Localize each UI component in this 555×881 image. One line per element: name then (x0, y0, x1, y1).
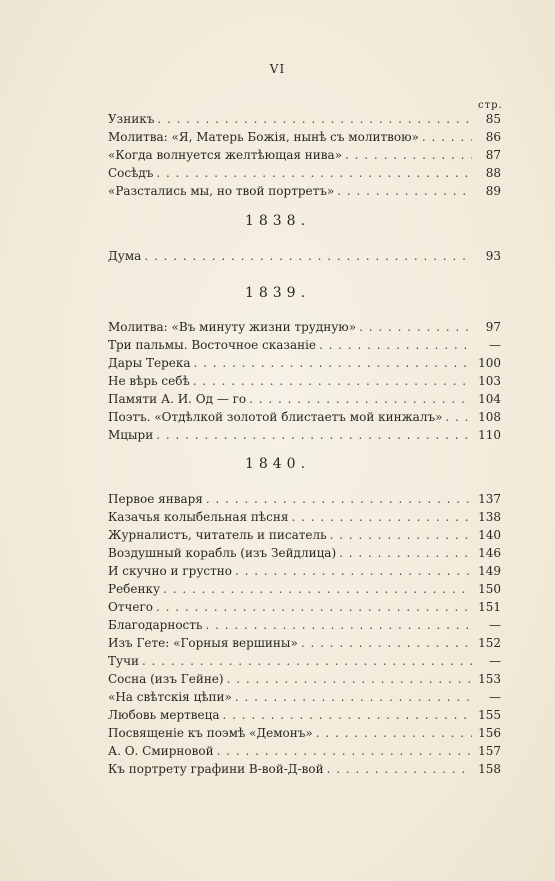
entry-title: Дары Терека (108, 356, 191, 370)
year-heading-1840: 1840. (244, 456, 311, 472)
toc-section-1840 (108, 490, 501, 778)
toc-entry (108, 616, 501, 634)
entry-page: 155 (478, 708, 501, 722)
entry-title: Молитва: «Я, Матерь Божія, нынѣ съ молитвою» (108, 130, 419, 144)
entry-page: 89 (485, 184, 501, 198)
entry-page: 108 (478, 410, 501, 424)
entry-title: А. О. Смирновой (108, 744, 214, 758)
toc-entry (108, 598, 501, 616)
toc-entry (108, 128, 501, 146)
toc-entry (108, 580, 501, 598)
dot-leader (144, 247, 472, 265)
entry-page: 87 (485, 148, 501, 162)
entry-title: Благодарность (108, 618, 203, 632)
entry-title: Воздушный корабль (изъ Зейдлица) (108, 546, 337, 560)
entry-title: Узникъ (108, 112, 155, 126)
dot-leader (249, 390, 472, 408)
entry-page: 157 (478, 744, 501, 758)
toc-section-1839 (108, 318, 501, 444)
entry-page: 97 (485, 320, 501, 334)
dot-leader (217, 742, 472, 760)
entry-page: 93 (485, 249, 501, 263)
entry-title: «Разстались мы, но твой портретъ» (108, 184, 335, 198)
toc-section-1837 (108, 110, 501, 200)
entry-title: Журналистъ, читатель и писатель (108, 528, 327, 542)
dot-leader (157, 110, 472, 128)
entry-title: Къ портрету графини В-вой-Д-вой (108, 762, 324, 776)
entry-title: Дума (108, 249, 142, 263)
toc-entry (108, 164, 501, 182)
dot-leader (339, 544, 472, 562)
toc-entry (108, 688, 501, 706)
entry-title: «Когда волнуется желтѣющая нива» (108, 148, 343, 162)
toc-entry (108, 372, 501, 390)
dot-leader (301, 634, 472, 652)
entry-title: Ребенку (108, 582, 161, 596)
toc-entry (108, 724, 501, 742)
entry-page: 140 (478, 528, 501, 542)
toc-entry (108, 508, 501, 526)
dot-leader (445, 408, 472, 426)
entry-page: 85 (485, 112, 501, 126)
entry-title: Молитва: «Въ минуту жизни трудную» (108, 320, 357, 334)
dot-leader (156, 164, 472, 182)
entry-title: Памяти А. И. Од — го (108, 392, 247, 406)
entry-title: Сосна (изъ Гейне) (108, 672, 224, 686)
toc-entry (108, 426, 501, 444)
entry-title: Три пальмы. Восточное сказаніе (108, 338, 317, 352)
entry-page: 138 (478, 510, 501, 524)
toc-entry (108, 408, 501, 426)
page-number: VI (269, 62, 286, 76)
dot-leader (206, 490, 472, 508)
entry-page: 153 (478, 672, 501, 686)
entry-page: 110 (478, 428, 501, 442)
entry-title: Сосѣдъ (108, 166, 154, 180)
entry-page: 104 (478, 392, 501, 406)
dot-leader (337, 182, 472, 200)
dot-leader (142, 652, 472, 670)
dot-leader (227, 670, 472, 688)
dot-leader (194, 354, 473, 372)
dot-leader (327, 760, 472, 778)
toc-entry (108, 706, 501, 724)
dot-leader (235, 688, 472, 706)
toc-entry (108, 526, 501, 544)
entry-page: 103 (478, 374, 501, 388)
year-heading-1839: 1839. (244, 285, 311, 301)
dot-leader (193, 372, 472, 390)
dot-leader (422, 128, 472, 146)
toc-entry (108, 544, 501, 562)
toc-section-1838 (108, 247, 501, 265)
entry-page: 146 (478, 546, 501, 560)
dot-leader (316, 724, 472, 742)
toc-entry (108, 110, 501, 128)
entry-page: — (489, 654, 501, 668)
dot-leader (163, 580, 472, 598)
toc-entry (108, 336, 501, 354)
entry-title: И скучно и грустно (108, 564, 232, 578)
dot-leader (345, 146, 472, 164)
entry-title: Не вѣрь себѣ (108, 374, 190, 388)
dot-leader (330, 526, 472, 544)
entry-page: 100 (478, 356, 501, 370)
entry-page: — (489, 690, 501, 704)
dot-leader (359, 318, 472, 336)
dot-leader (205, 616, 472, 634)
toc-entry (108, 760, 501, 778)
entry-page: — (489, 618, 501, 632)
toc-entry (108, 182, 501, 200)
year-heading-1838: 1838. (244, 213, 311, 229)
entry-page: 156 (478, 726, 501, 740)
toc-entry (108, 634, 501, 652)
toc-entry (108, 318, 501, 336)
dot-leader (156, 426, 472, 444)
entry-page: 149 (478, 564, 501, 578)
toc-entry (108, 562, 501, 580)
toc-entry (108, 652, 501, 670)
entry-page: 137 (478, 492, 501, 506)
toc-entry (108, 146, 501, 164)
dot-leader (156, 598, 472, 616)
entry-page: 88 (485, 166, 501, 180)
dot-leader (223, 706, 473, 724)
entry-title: Мцыри (108, 428, 154, 442)
toc-entry (108, 390, 501, 408)
entry-title: Поэтъ. «Отдѣлкой золотой блистаетъ мой кинжалъ» (108, 410, 443, 424)
entry-title: Любовь мертвеца (108, 708, 220, 722)
entry-page: — (489, 338, 501, 352)
dot-leader (291, 508, 472, 526)
toc-entry (108, 247, 501, 265)
entry-title: Первое января (108, 492, 203, 506)
entry-title: «На свѣтскія цѣпи» (108, 690, 232, 704)
entry-title: Казачья колыбельная пѣсня (108, 510, 289, 524)
dot-leader (319, 336, 472, 354)
entry-page: 151 (478, 600, 501, 614)
entry-page: 86 (485, 130, 501, 144)
toc-entry (108, 670, 501, 688)
entry-title: Посвященіе къ поэмѣ «Демонъ» (108, 726, 313, 740)
entry-page: 152 (478, 636, 501, 650)
entry-page: 158 (478, 762, 501, 776)
toc-entry (108, 354, 501, 372)
entry-title: Изъ Гете: «Горныя вершины» (108, 636, 298, 650)
entry-title: Тучи (108, 654, 139, 668)
dot-leader (235, 562, 472, 580)
toc-entry (108, 742, 501, 760)
entry-title: Отчего (108, 600, 154, 614)
toc-entry (108, 490, 501, 508)
page-column-label: стр. (478, 100, 503, 111)
entry-page: 150 (478, 582, 501, 596)
